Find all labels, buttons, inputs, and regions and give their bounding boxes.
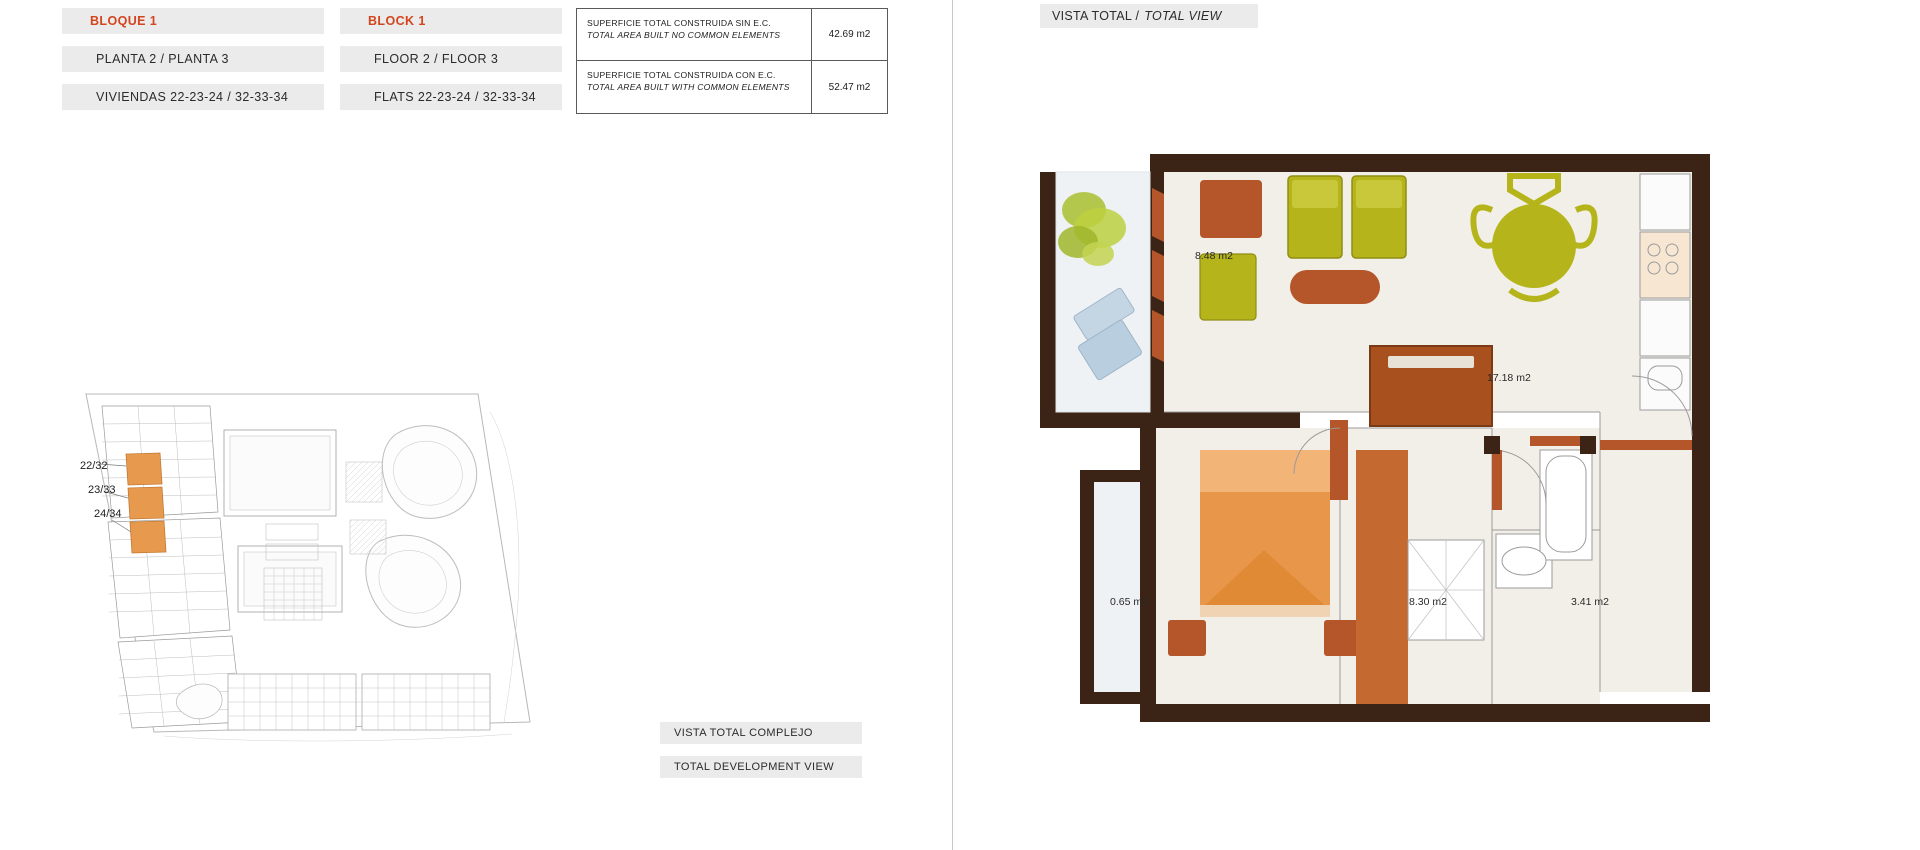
- floor-label-es: PLANTA 2 / PLANTA 3: [62, 46, 324, 72]
- areas-label-cell: [577, 9, 811, 60]
- development-view-caption-es: VISTA TOTAL COMPLEJO: [660, 722, 862, 744]
- block-label-en: BLOCK 1: [340, 8, 562, 34]
- apartment-floor-plan: [1040, 150, 1830, 770]
- unit-label-24-34: 24/34: [94, 508, 122, 520]
- terrace-area-label: 8.48 m2: [1195, 250, 1233, 262]
- areas-value: 42.69 m2: [811, 9, 887, 60]
- block-label-es: BLOQUE 1: [62, 8, 324, 34]
- flats-label-es: VIVIENDAS 22-23-24 / 32-33-34: [62, 84, 324, 110]
- site-plan-drawing: [78, 392, 658, 792]
- areas-label-es: SUPERFICIE TOTAL CONSTRUIDA SIN E.C.: [587, 18, 771, 28]
- vertical-divider: [952, 0, 953, 850]
- areas-label-cell: [577, 61, 811, 113]
- unit-label-22-32: 22/32: [80, 460, 108, 472]
- small-terrace-area-label: 0.65 m2: [1110, 596, 1148, 608]
- areas-label-en: TOTAL AREA BUILT NO COMMON ELEMENTS: [587, 29, 781, 40]
- areas-label-en: TOTAL AREA BUILT WITH COMMON ELEMENTS: [587, 81, 790, 92]
- table-row: [577, 9, 887, 61]
- total-view-caption-es: VISTA TOTAL /: [1052, 9, 1140, 23]
- bathroom-area-label: 3.41 m2: [1571, 596, 1609, 608]
- table-row: [577, 61, 887, 113]
- unit-label-23-33: 23/33: [88, 484, 116, 496]
- bedroom-area-label: 8.30 m2: [1409, 596, 1447, 608]
- total-view-caption: [1040, 4, 1258, 28]
- areas-table: [576, 8, 888, 114]
- living-area-label: 17.18 m2: [1487, 372, 1531, 384]
- total-view-caption-en: TOTAL VIEW: [1144, 9, 1222, 23]
- development-view-caption-en: TOTAL DEVELOPMENT VIEW: [660, 756, 862, 778]
- floor-label-en: FLOOR 2 / FLOOR 3: [340, 46, 562, 72]
- areas-value: 52.47 m2: [811, 61, 887, 113]
- areas-label-es: SUPERFICIE TOTAL CONSTRUIDA CON E.C.: [587, 70, 776, 80]
- flats-label-en: FLATS 22-23-24 / 32-33-34: [340, 84, 562, 110]
